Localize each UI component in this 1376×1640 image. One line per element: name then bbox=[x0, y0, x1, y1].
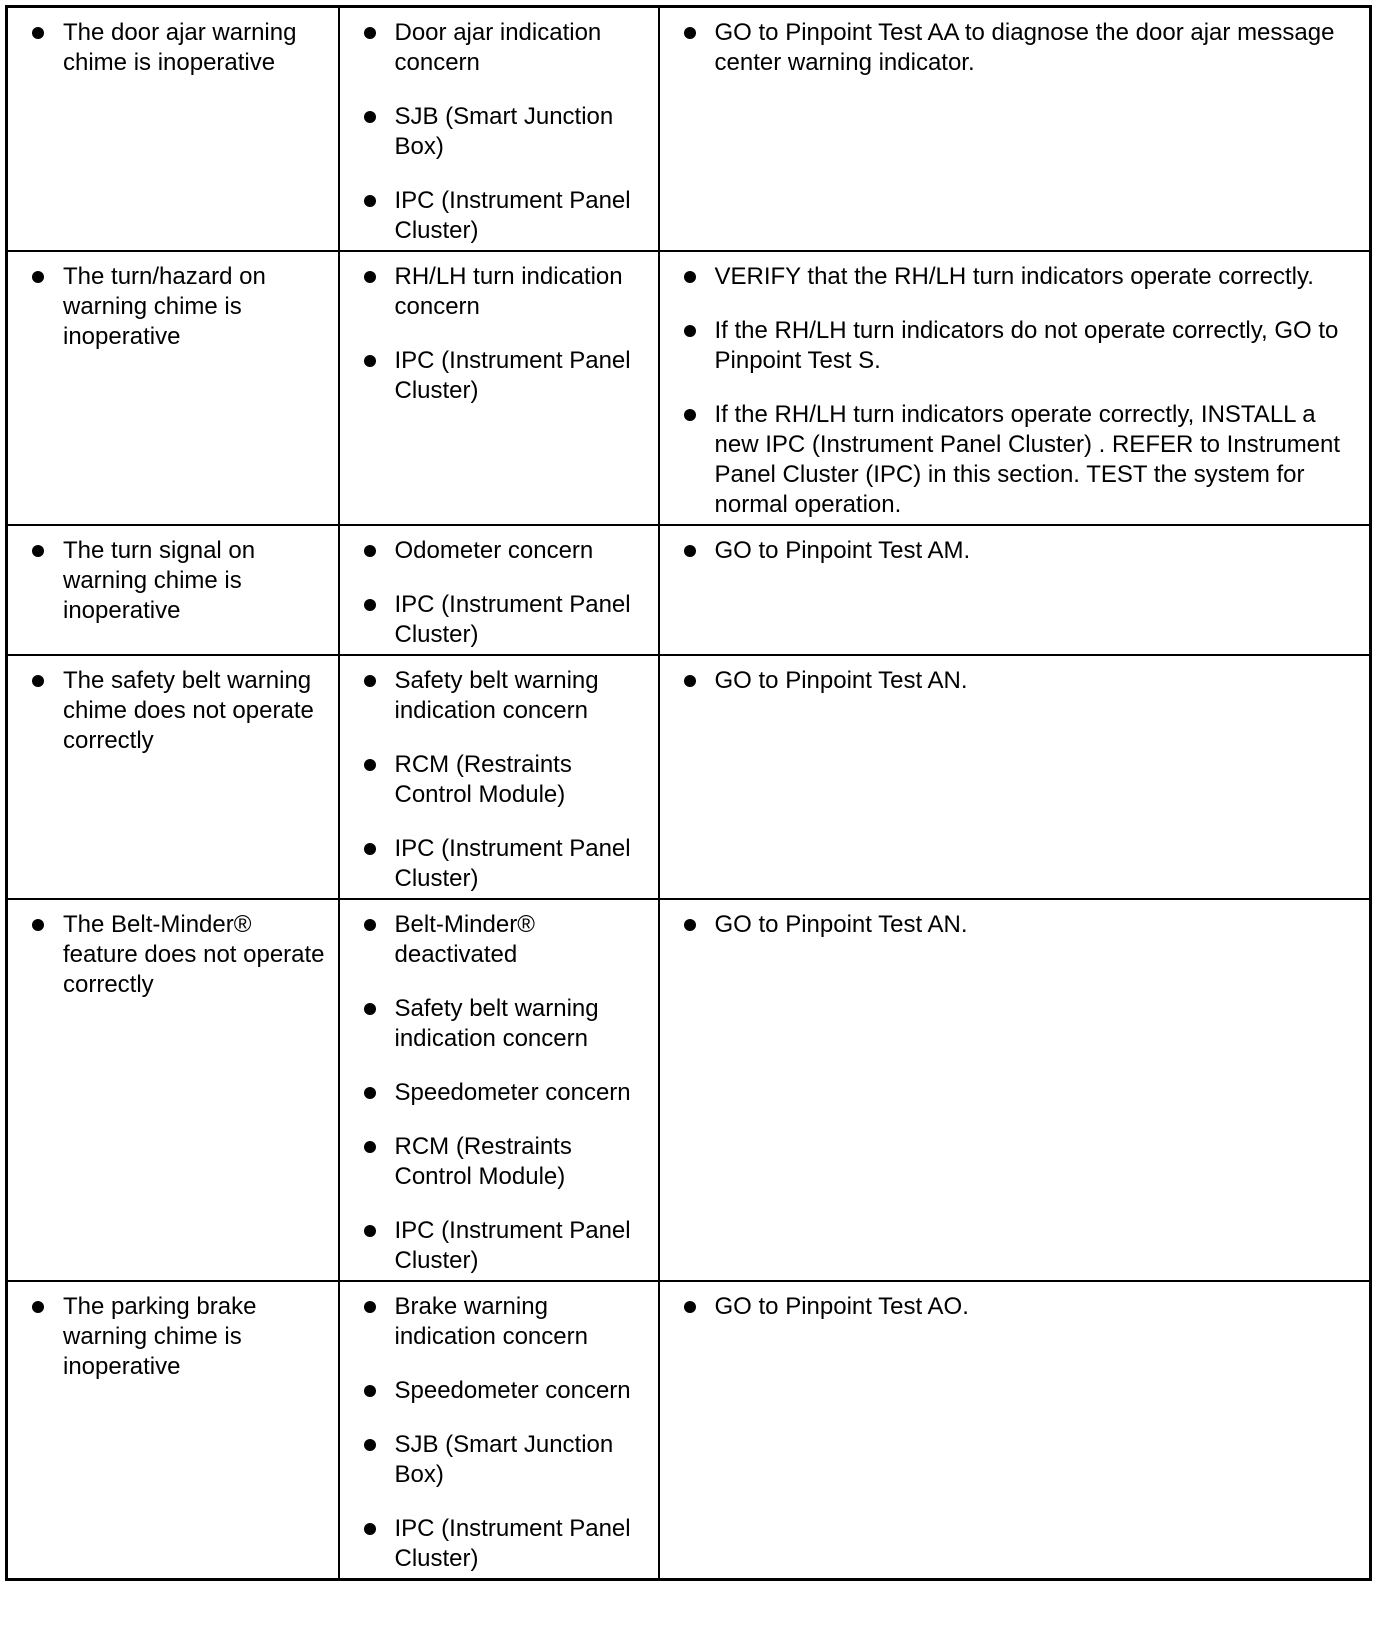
symptom-item bbox=[30, 18, 330, 78]
action-item bbox=[682, 18, 1356, 78]
symptom-cell bbox=[7, 7, 339, 252]
symptom-cell bbox=[7, 655, 339, 899]
source-list bbox=[362, 1292, 650, 1574]
source-item-text: IPC (Instrument Panel Cluster) bbox=[394, 591, 631, 648]
source-item-text: Speedometer concern bbox=[394, 1377, 631, 1404]
bullet-icon bbox=[32, 545, 44, 557]
source-item-text: Brake warning indication concern bbox=[394, 1293, 588, 1350]
action-list bbox=[682, 262, 1356, 520]
action-item-text: GO to Pinpoint Test AN. bbox=[714, 667, 968, 694]
source-item bbox=[362, 262, 650, 322]
source-item bbox=[362, 186, 650, 246]
action-cell bbox=[659, 1281, 1371, 1580]
action-item-text: GO to Pinpoint Test AA to diagnose the door ajar message center warning indicator. bbox=[714, 19, 1335, 76]
table-row bbox=[7, 7, 1371, 252]
bullet-icon bbox=[684, 409, 696, 421]
source-item bbox=[362, 18, 650, 78]
source-item-text: IPC (Instrument Panel Cluster) bbox=[394, 1217, 631, 1274]
source-item bbox=[362, 1132, 650, 1192]
bullet-icon bbox=[32, 27, 44, 39]
action-item-text: If the RH/LH turn indicators operate correctly, INSTALL a new IPC (Instrument Panel Cluster) . REFER to Instrument Panel Cluster (IPC) in this section. TEST the system for normal operation. bbox=[714, 401, 1341, 518]
bullet-icon bbox=[364, 843, 376, 855]
bullet-icon bbox=[364, 1225, 376, 1237]
bullet-icon bbox=[364, 599, 376, 611]
source-item bbox=[362, 536, 650, 566]
action-item-text: GO to Pinpoint Test AO. bbox=[714, 1293, 969, 1320]
action-item-text: VERIFY that the RH/LH turn indicators operate correctly. bbox=[714, 263, 1314, 290]
bullet-icon bbox=[684, 325, 696, 337]
action-item bbox=[682, 1292, 1356, 1322]
source-item bbox=[362, 750, 650, 810]
source-item-text: Safety belt warning indication concern bbox=[394, 995, 599, 1052]
action-item bbox=[682, 400, 1356, 520]
symptom-list bbox=[30, 666, 330, 756]
diagnostic-table bbox=[5, 5, 1372, 1581]
symptom-item-text: The parking brake warning chime is inoperative bbox=[63, 1293, 257, 1380]
bullet-icon bbox=[32, 675, 44, 687]
source-list bbox=[362, 536, 650, 650]
bullet-icon bbox=[684, 27, 696, 39]
bullet-icon bbox=[32, 271, 44, 283]
source-item-text: Door ajar indication concern bbox=[394, 19, 602, 76]
action-item-text: GO to Pinpoint Test AN. bbox=[714, 911, 968, 938]
source-cell bbox=[339, 7, 659, 252]
bullet-icon bbox=[364, 195, 376, 207]
symptom-list bbox=[30, 18, 330, 78]
action-item bbox=[682, 910, 1356, 940]
bullet-icon bbox=[684, 919, 696, 931]
bullet-icon bbox=[364, 1087, 376, 1099]
action-item bbox=[682, 536, 1356, 566]
source-cell bbox=[339, 655, 659, 899]
symptom-item bbox=[30, 262, 330, 352]
source-item-text: Belt-Minder® deactivated bbox=[394, 911, 535, 968]
action-item bbox=[682, 262, 1356, 292]
action-list bbox=[682, 910, 1356, 940]
source-list bbox=[362, 262, 650, 406]
table-row bbox=[7, 655, 1371, 899]
bullet-icon bbox=[364, 1439, 376, 1451]
action-list bbox=[682, 18, 1356, 78]
symptom-list bbox=[30, 536, 330, 626]
symptom-item bbox=[30, 910, 330, 1000]
source-item bbox=[362, 1292, 650, 1352]
bullet-icon bbox=[364, 759, 376, 771]
source-list bbox=[362, 666, 650, 894]
bullet-icon bbox=[364, 1385, 376, 1397]
source-item-text: IPC (Instrument Panel Cluster) bbox=[394, 347, 631, 404]
action-list bbox=[682, 666, 1356, 696]
source-item-text: SJB (Smart Junction Box) bbox=[394, 1431, 614, 1488]
bullet-icon bbox=[364, 27, 376, 39]
symptom-list bbox=[30, 262, 330, 352]
source-item-text: IPC (Instrument Panel Cluster) bbox=[394, 835, 631, 892]
source-cell bbox=[339, 251, 659, 525]
bullet-icon bbox=[364, 1523, 376, 1535]
source-item bbox=[362, 1216, 650, 1276]
symptom-item-text: The door ajar warning chime is inoperative bbox=[63, 19, 297, 76]
symptom-list bbox=[30, 910, 330, 1000]
table-row bbox=[7, 899, 1371, 1281]
source-item bbox=[362, 910, 650, 970]
source-item bbox=[362, 590, 650, 650]
source-item-text: IPC (Instrument Panel Cluster) bbox=[394, 1515, 631, 1572]
action-cell bbox=[659, 899, 1371, 1281]
source-item bbox=[362, 1514, 650, 1574]
action-item-text: If the RH/LH turn indicators do not operate correctly, GO to Pinpoint Test S. bbox=[714, 317, 1339, 374]
source-item-text: Odometer concern bbox=[394, 537, 594, 564]
symptom-item bbox=[30, 536, 330, 626]
bullet-icon bbox=[364, 1141, 376, 1153]
source-item-text: Safety belt warning indication concern bbox=[394, 667, 599, 724]
action-item-text: GO to Pinpoint Test AM. bbox=[714, 537, 971, 564]
source-item bbox=[362, 1430, 650, 1490]
bullet-icon bbox=[364, 271, 376, 283]
source-cell bbox=[339, 525, 659, 655]
bullet-icon bbox=[684, 675, 696, 687]
table-row bbox=[7, 525, 1371, 655]
bullet-icon bbox=[364, 1003, 376, 1015]
symptom-item-text: The turn signal on warning chime is inoperative bbox=[63, 537, 256, 624]
bullet-icon bbox=[684, 1301, 696, 1313]
symptom-item-text: The safety belt warning chime does not operate correctly bbox=[63, 667, 314, 754]
bullet-icon bbox=[364, 355, 376, 367]
source-list bbox=[362, 18, 650, 246]
source-item-text: RCM (Restraints Control Module) bbox=[394, 1133, 572, 1190]
bullet-icon bbox=[684, 271, 696, 283]
source-item-text: RH/LH turn indication concern bbox=[394, 263, 623, 320]
source-item bbox=[362, 834, 650, 894]
diagnostic-table-body bbox=[7, 7, 1371, 1580]
bullet-icon bbox=[364, 545, 376, 557]
table-row bbox=[7, 251, 1371, 525]
source-list bbox=[362, 910, 650, 1276]
bullet-icon bbox=[364, 1301, 376, 1313]
symptom-item bbox=[30, 1292, 330, 1382]
bullet-icon bbox=[364, 675, 376, 687]
action-list bbox=[682, 1292, 1356, 1322]
source-item-text: SJB (Smart Junction Box) bbox=[394, 103, 614, 160]
source-item bbox=[362, 1376, 650, 1406]
symptom-item bbox=[30, 666, 330, 756]
bullet-icon bbox=[684, 545, 696, 557]
source-item bbox=[362, 994, 650, 1054]
source-cell bbox=[339, 1281, 659, 1580]
symptom-cell bbox=[7, 251, 339, 525]
symptom-cell bbox=[7, 1281, 339, 1580]
table-row bbox=[7, 1281, 1371, 1580]
symptom-cell bbox=[7, 525, 339, 655]
symptom-cell bbox=[7, 899, 339, 1281]
source-item-text: RCM (Restraints Control Module) bbox=[394, 751, 572, 808]
bullet-icon bbox=[364, 919, 376, 931]
source-item bbox=[362, 666, 650, 726]
symptom-list bbox=[30, 1292, 330, 1382]
action-cell bbox=[659, 525, 1371, 655]
source-item-text: Speedometer concern bbox=[394, 1079, 631, 1106]
action-item bbox=[682, 666, 1356, 696]
symptom-item-text: The Belt-Minder® feature does not operate correctly bbox=[63, 911, 325, 998]
bullet-icon bbox=[32, 919, 44, 931]
action-cell bbox=[659, 251, 1371, 525]
source-item bbox=[362, 1078, 650, 1108]
action-item bbox=[682, 316, 1356, 376]
source-item bbox=[362, 102, 650, 162]
action-cell bbox=[659, 655, 1371, 899]
action-cell bbox=[659, 7, 1371, 252]
source-cell bbox=[339, 899, 659, 1281]
bullet-icon bbox=[364, 111, 376, 123]
action-list bbox=[682, 536, 1356, 566]
source-item-text: IPC (Instrument Panel Cluster) bbox=[394, 187, 631, 244]
symptom-item-text: The turn/hazard on warning chime is inoperative bbox=[63, 263, 266, 350]
bullet-icon bbox=[32, 1301, 44, 1313]
source-item bbox=[362, 346, 650, 406]
